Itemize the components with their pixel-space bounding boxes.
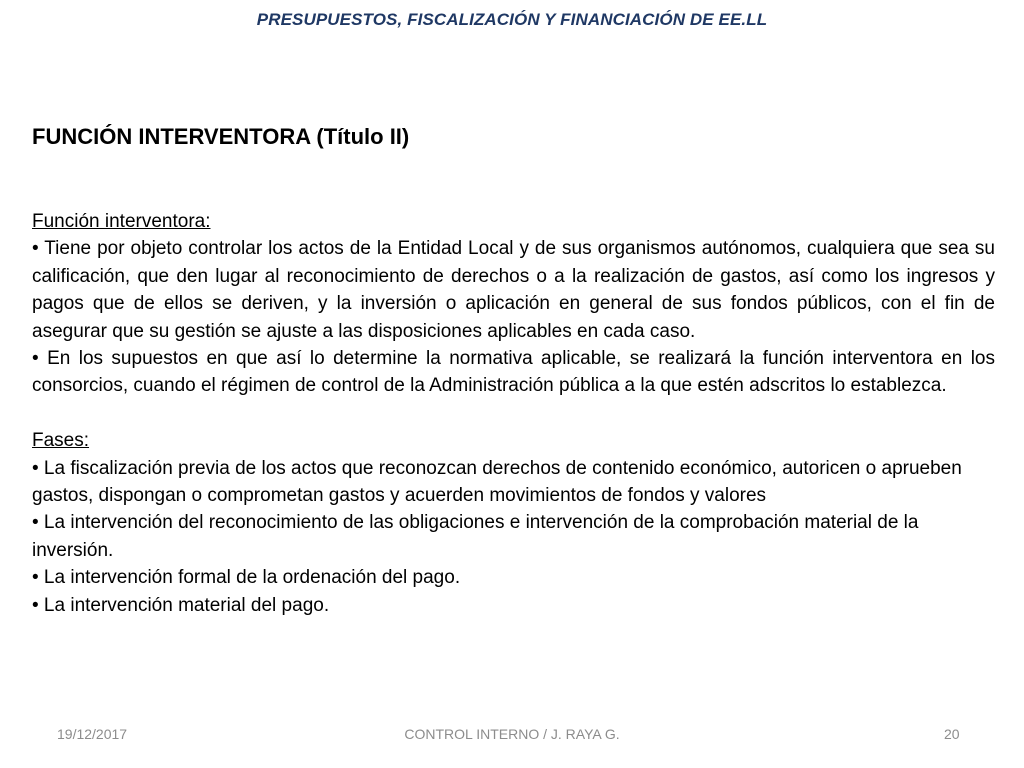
bullet-item: • La fiscalización previa de los actos que reconozcan derechos de contenido económico, autoricen o aprueben gastos, dispongan o comprometan gastos y acuerden movimientos de fondos y valores	[32, 457, 962, 507]
footer-author: CONTROL INTERNO / J. RAYA G.	[404, 726, 620, 742]
header-title: PRESUPUESTOS, FISCALIZACIÓN Y FINANCIACIÓN DE EE.LL	[256, 10, 768, 29]
slide-heading: FUNCIÓN INTERVENTORA (Título II)	[32, 124, 410, 149]
footer-date: 19/12/2017	[57, 726, 128, 742]
bullet-item: • La intervención formal de la ordenación del pago.	[32, 567, 461, 589]
bullet-item: • La intervención del reconocimiento de las obligaciones e intervención de la comprobación material de la inversión.	[32, 512, 919, 561]
slide-body	[32, 208, 995, 619]
bullet-item: • La intervención material del pago.	[32, 594, 330, 616]
section-label-fases: Fases:	[32, 430, 90, 452]
spacer	[32, 400, 995, 427]
bullet-item: • Tiene por objeto controlar los actos de la Entidad Local y de sus organismos autónomos, cualquiera que sea su calificación, que den lugar al reconocimiento de derechos o a la realización de gastos, así como los ingresos y pagos que de ellos se deriven, y la inversión o aplicación en general de sus fondos públicos, con el fin de asegurar que su gestión se ajuste a las disposiciones aplicables en cada caso.	[32, 238, 995, 342]
footer-page-number: 20	[944, 726, 960, 742]
section-label-funcion: Función interventora:	[32, 211, 211, 232]
bullet-item: • En los supuestos en que así lo determine la normativa aplicable, se realizará la función interventora en los consorcios, cuando el régimen de control de la Administración pública a la que estén adscritos lo establezca.	[32, 348, 995, 397]
